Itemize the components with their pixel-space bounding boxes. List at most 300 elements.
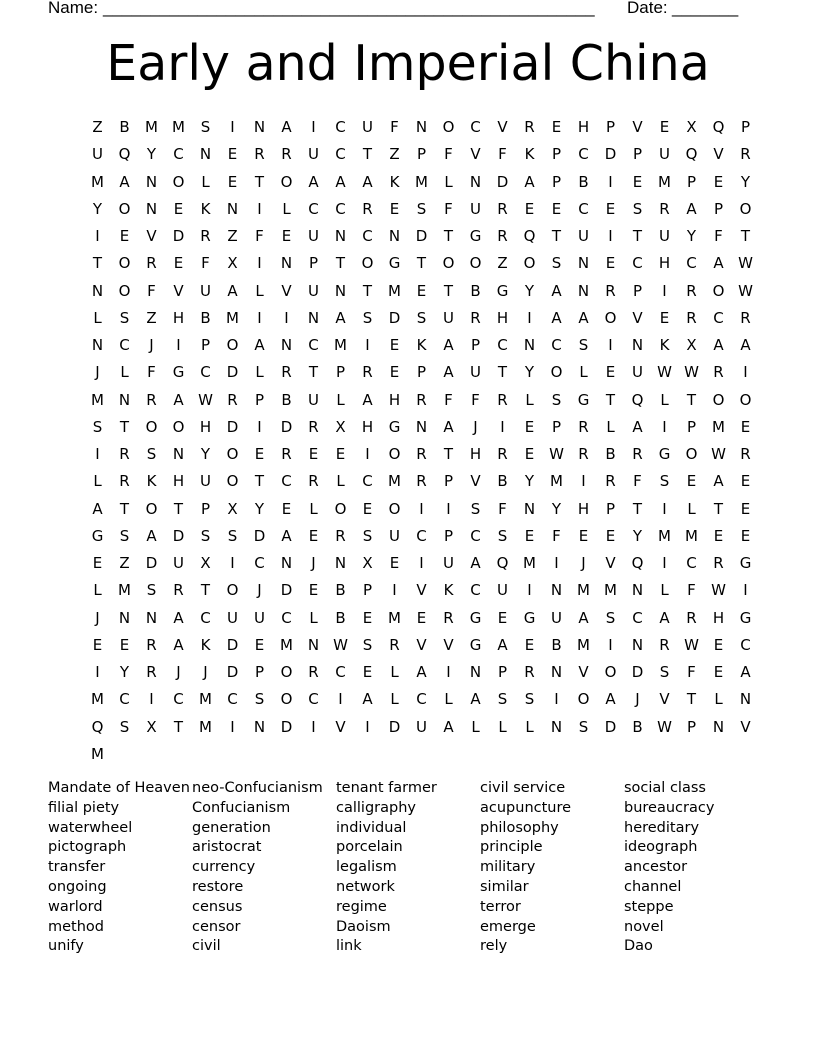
grid-letter: L (309, 608, 318, 627)
grid-letter: J (257, 581, 262, 600)
grid-letter: S (200, 526, 211, 545)
grid-letter: E (740, 472, 751, 491)
grid-letter: R (146, 635, 157, 654)
grid-letter: M (604, 581, 617, 600)
grid-letter: J (581, 554, 586, 572)
grid-letter: O (442, 254, 455, 273)
grid-letter: Y (524, 281, 535, 300)
grid-letter: A (362, 172, 373, 191)
grid-letter: I (608, 227, 613, 245)
grid-letter: N (280, 254, 293, 273)
grid-letter: L (120, 363, 129, 382)
grid-letter: D (226, 417, 239, 436)
grid-letter: C (416, 690, 427, 709)
grid-letter: C (686, 554, 697, 572)
grid-letter: N (118, 390, 131, 409)
grid-letter: T (740, 227, 751, 245)
grid-letter: A (308, 172, 319, 191)
grid-letter: E (362, 499, 373, 518)
grid-letter: D (226, 663, 239, 681)
grid-letter: D (496, 172, 509, 191)
grid-letter: C (470, 526, 481, 545)
grid-letter: R (146, 254, 157, 273)
grid-letter: S (146, 581, 157, 600)
grid-letter: L (255, 363, 264, 382)
grid-letter: I (311, 118, 316, 136)
grid-letter: R (497, 227, 508, 245)
grid-letter: M (658, 172, 671, 191)
grid-letter: A (605, 690, 616, 709)
grid-letter: I (527, 581, 532, 600)
grid-letter: V (605, 554, 616, 572)
grid-letter: P (308, 254, 319, 273)
grid-letter: A (173, 608, 184, 627)
grid-letter: B (470, 281, 481, 300)
grid-letter: I (230, 717, 235, 736)
grid-letter: A (551, 281, 562, 300)
grid-letter: R (416, 390, 427, 409)
grid-letter: L (93, 581, 102, 600)
grid-letter: T (335, 254, 346, 273)
grid-letter: H (388, 390, 401, 409)
grid-letter: M (712, 417, 725, 436)
word-list-item: legalism (336, 859, 397, 876)
grid-letter: P (551, 172, 562, 191)
word-list-item: principle (480, 839, 543, 856)
grid-letter: A (443, 417, 454, 436)
grid-letter: O (604, 308, 617, 327)
grid-letter: U (308, 281, 319, 300)
grid-letter: I (230, 118, 235, 136)
grid-letter: M (388, 608, 401, 627)
grid-letter: U (254, 608, 265, 627)
grid-letter: O (280, 172, 293, 191)
grid-letter: J (635, 690, 640, 709)
grid-letter: P (443, 472, 454, 491)
grid-letter: P (686, 172, 697, 191)
grid-letter: X (200, 554, 211, 572)
grid-letter: E (92, 635, 103, 654)
grid-letter: T (443, 281, 454, 300)
word-list-item: transfer (48, 859, 106, 876)
grid-letter: L (93, 308, 102, 327)
grid-letter: T (362, 145, 373, 164)
grid-letter: T (308, 363, 319, 382)
grid-letter: H (577, 118, 590, 136)
grid-letter: D (145, 554, 158, 572)
grid-letter: X (335, 417, 346, 436)
grid-letter: T (686, 390, 697, 409)
grid-letter: A (686, 199, 697, 218)
grid-letter: L (336, 390, 345, 409)
grid-letter: H (199, 417, 212, 436)
page-title: Early and Imperial China (106, 35, 710, 92)
word-list-item: terror (480, 898, 521, 915)
grid-letter: O (739, 390, 752, 409)
grid-letter: O (145, 417, 158, 436)
grid-letter: S (659, 663, 670, 681)
grid-letter: K (416, 336, 427, 354)
grid-letter: Y (524, 363, 535, 382)
grid-letter: J (95, 363, 100, 382)
grid-letter: M (199, 690, 212, 709)
grid-letter: U (632, 363, 643, 382)
grid-letter: V (497, 118, 508, 136)
grid-letter: L (282, 199, 291, 218)
grid-letter: U (416, 717, 427, 736)
grid-letter: D (172, 526, 185, 545)
grid-letter: H (496, 308, 509, 327)
grid-letter: T (119, 417, 130, 436)
grid-letter: O (361, 254, 374, 273)
grid-letter: W (684, 635, 699, 654)
grid-letter: T (713, 499, 724, 518)
grid-letter: E (497, 608, 508, 627)
grid-letter: M (172, 118, 185, 136)
grid-letter: Q (631, 390, 644, 409)
grid-letter: S (92, 417, 103, 436)
grid-letter: E (524, 635, 535, 654)
grid-letter: P (605, 118, 616, 136)
word-list-item: currency (192, 859, 256, 876)
grid-letter: T (497, 363, 508, 382)
grid-letter: I (554, 690, 559, 709)
grid-letter: O (388, 445, 401, 463)
grid-letter: O (226, 445, 239, 463)
grid-letter: E (524, 417, 535, 436)
grid-letter: O (739, 199, 752, 218)
grid-letter: Q (712, 118, 725, 136)
word-list-item: aristocrat (192, 839, 262, 856)
grid-letter: M (388, 281, 401, 300)
word-list-item: acupuncture (480, 799, 572, 816)
grid-letter: S (200, 118, 211, 136)
grid-letter: C (686, 254, 697, 273)
grid-letter: E (578, 526, 589, 545)
grid-letter: B (605, 445, 616, 463)
grid-letter: J (176, 663, 181, 681)
grid-letter: E (524, 526, 535, 545)
grid-letter: T (173, 717, 184, 736)
grid-letter: A (659, 608, 670, 627)
grid-letter: C (254, 554, 265, 572)
grid-letter: G (496, 281, 509, 300)
word-list-item: ancestor (624, 859, 688, 876)
grid-letter: I (743, 581, 748, 600)
grid-letter: V (335, 717, 346, 736)
grid-letter: S (362, 526, 373, 545)
grid-letter: S (605, 608, 616, 627)
grid-letter: U (308, 227, 319, 245)
grid-letter: Z (92, 118, 103, 136)
grid-letter: A (443, 336, 454, 354)
grid-letter: S (632, 199, 643, 218)
grid-letter: Y (146, 145, 157, 164)
word-list-item: method (48, 918, 104, 935)
grid-letter: A (92, 499, 103, 518)
grid-letter: E (308, 581, 319, 600)
grid-letter: C (632, 254, 643, 273)
grid-letter: D (631, 663, 644, 681)
grid-letter: N (577, 254, 590, 273)
grid-letter: U (443, 308, 454, 327)
grid-letter: N (145, 608, 158, 627)
grid-letter: F (552, 526, 561, 545)
grid-letter: O (712, 390, 725, 409)
grid-letter: R (281, 445, 292, 463)
grid-letter: E (254, 635, 265, 654)
grid-letter: N (469, 172, 482, 191)
grid-letter: N (550, 717, 563, 736)
grid-letter: M (118, 581, 131, 600)
grid-letter: I (230, 554, 235, 572)
grid-letter: L (255, 281, 264, 300)
grid-letter: O (577, 690, 590, 709)
grid-letter: P (200, 499, 211, 518)
grid-letter: R (740, 308, 751, 327)
grid-letter: Y (632, 526, 643, 545)
grid-letter: N (91, 336, 104, 354)
grid-letter: J (311, 554, 316, 572)
grid-letter: K (200, 199, 211, 218)
grid-letter: T (92, 254, 103, 273)
grid-letter: C (362, 472, 373, 491)
grid-letter: A (119, 172, 130, 191)
grid-letter: L (471, 717, 480, 736)
grid-letter: P (254, 663, 265, 681)
word-list-item: unify (48, 938, 84, 955)
grid-letter: U (308, 390, 319, 409)
grid-letter: R (659, 635, 670, 654)
grid-letter: U (443, 554, 454, 572)
grid-letter: X (362, 554, 373, 572)
grid-letter: O (523, 254, 536, 273)
grid-letter: J (149, 336, 154, 354)
grid-letter: O (118, 281, 131, 300)
grid-letter: N (388, 227, 401, 245)
grid-letter: R (686, 281, 697, 300)
word-list-item: waterwheel (48, 819, 133, 836)
grid-letter: P (551, 417, 562, 436)
grid-letter: B (551, 635, 562, 654)
grid-letter: G (388, 417, 401, 436)
grid-letter: N (334, 554, 347, 572)
word-list-item: regime (336, 898, 387, 915)
grid-letter: S (497, 526, 508, 545)
grid-letter: R (173, 581, 184, 600)
grid-letter: O (172, 417, 185, 436)
grid-letter: R (470, 308, 481, 327)
grid-letter: R (740, 445, 751, 463)
grid-letter: F (471, 390, 480, 409)
word-list-item: military (480, 859, 536, 876)
grid-letter: V (443, 635, 454, 654)
grid-letter: B (335, 581, 346, 600)
grid-letter: R (362, 363, 373, 382)
grid-letter: W (711, 445, 726, 463)
grid-letter: G (469, 227, 482, 245)
grid-letter: B (497, 472, 508, 491)
grid-letter: F (147, 363, 156, 382)
grid-letter: F (687, 581, 696, 600)
grid-letter: C (578, 145, 589, 164)
grid-letter: U (470, 363, 481, 382)
grid-letter: A (713, 336, 724, 354)
grid-letter: P (254, 390, 265, 409)
grid-letter: R (497, 445, 508, 463)
grid-letter: E (740, 499, 751, 518)
grid-letter: U (551, 608, 562, 627)
grid-letter: U (470, 199, 481, 218)
word-list-item: porcelain (336, 839, 403, 856)
grid-letter: A (713, 472, 724, 491)
grid-letter: P (632, 281, 643, 300)
grid-letter: Z (389, 145, 400, 164)
grid-letter: F (687, 663, 696, 681)
grid-letter: H (577, 499, 590, 518)
grid-letter: U (497, 581, 508, 600)
grid-letter: S (254, 690, 265, 709)
grid-letter: Z (119, 554, 130, 572)
grid-letter: I (743, 363, 748, 382)
grid-letter: E (335, 445, 346, 463)
grid-letter: O (712, 281, 725, 300)
grid-letter: F (498, 499, 507, 518)
grid-letter: N (199, 145, 212, 164)
grid-letter: V (632, 308, 643, 327)
grid-letter: L (336, 472, 345, 491)
name-blank: ____________________________________________________ (103, 0, 595, 17)
word-list-item: emerge (480, 918, 536, 935)
word-list-item: tenant farmer (336, 780, 437, 796)
grid-letter: P (632, 145, 643, 164)
grid-letter: P (605, 499, 616, 518)
grid-letter: N (631, 635, 644, 654)
word-list (48, 779, 768, 957)
grid-letter: R (686, 608, 697, 627)
grid-letter: S (119, 717, 130, 736)
grid-letter: K (146, 472, 157, 491)
header (48, 0, 748, 20)
grid-letter: U (92, 145, 103, 164)
grid-letter: G (388, 254, 401, 273)
grid-letter: O (226, 336, 239, 354)
grid-letter: A (497, 635, 508, 654)
grid-letter: T (173, 499, 184, 518)
grid-letter: M (226, 308, 239, 327)
grid-letter: L (714, 690, 723, 709)
grid-letter: L (309, 499, 318, 518)
grid-letter: A (443, 717, 454, 736)
grid-letter: E (605, 254, 616, 273)
grid-letter: R (578, 445, 589, 463)
grid-letter: G (469, 608, 482, 627)
grid-letter: B (281, 390, 292, 409)
grid-letter: A (362, 390, 373, 409)
grid-letter: L (525, 717, 534, 736)
grid-letter: I (257, 199, 262, 218)
grid-letter: B (335, 608, 346, 627)
grid-letter: A (524, 172, 535, 191)
grid-letter: O (388, 499, 401, 518)
grid-letter: T (632, 499, 643, 518)
grid-letter: N (712, 717, 725, 736)
grid-letter: K (389, 172, 400, 191)
grid-letter: Q (91, 717, 104, 736)
grid-letter: N (631, 581, 644, 600)
grid-letter: G (523, 608, 536, 627)
grid-letter: L (444, 172, 453, 191)
grid-letter: E (227, 172, 238, 191)
grid-letter: R (362, 199, 373, 218)
grid-letter: C (362, 227, 373, 245)
grid-letter: V (713, 145, 724, 164)
grid-letter: P (362, 581, 373, 600)
grid-letter: E (713, 526, 724, 545)
grid-letter: K (200, 635, 211, 654)
grid-letter: O (280, 663, 293, 681)
grid-letter: R (497, 390, 508, 409)
grid-letter: V (659, 690, 670, 709)
word-list-item: philosophy (480, 819, 559, 836)
grid-letter: I (257, 417, 262, 436)
grid-letter: I (257, 308, 262, 327)
grid-letter: R (416, 445, 427, 463)
grid-letter: I (500, 417, 505, 436)
grid-letter: D (280, 417, 293, 436)
grid-letter: E (551, 118, 562, 136)
grid-letter: C (497, 336, 508, 354)
grid-letter: Z (227, 227, 238, 245)
grid-letter: V (416, 635, 427, 654)
grid-letter: E (632, 172, 643, 191)
grid-letter: N (280, 336, 293, 354)
word-list-item: calligraphy (336, 799, 416, 816)
grid-letter: X (686, 336, 697, 354)
grid-letter: G (658, 445, 671, 463)
grid-letter: E (740, 417, 751, 436)
grid-letter: Y (92, 199, 103, 218)
grid-letter: I (257, 254, 262, 273)
word-list-item: hereditary (624, 819, 700, 836)
grid-letter: M (91, 390, 104, 409)
grid-letter: E (92, 554, 103, 572)
grid-letter: A (281, 118, 292, 136)
grid-letter: S (497, 690, 508, 709)
word-list-item: Confucianism (192, 799, 291, 816)
grid-letter: T (443, 227, 454, 245)
grid-letter: N (172, 445, 185, 463)
grid-letter: Y (686, 227, 697, 245)
grid-letter: R (146, 663, 157, 681)
grid-letter: C (632, 608, 643, 627)
grid-letter: I (527, 308, 532, 327)
grid-letter: J (95, 608, 100, 627)
grid-letter: H (172, 472, 185, 491)
grid-letter: N (577, 281, 590, 300)
grid-letter: W (738, 281, 753, 300)
grid-letter: R (119, 445, 130, 463)
word-list-item: network (336, 878, 395, 895)
grid-letter: M (577, 635, 590, 654)
grid-letter: N (91, 281, 104, 300)
grid-letter: G (91, 526, 104, 545)
grid-letter: C (281, 608, 292, 627)
grid-letter: A (335, 172, 346, 191)
grid-letter: B (578, 172, 589, 191)
grid-letter: S (551, 254, 562, 273)
grid-letter: W (549, 445, 564, 463)
